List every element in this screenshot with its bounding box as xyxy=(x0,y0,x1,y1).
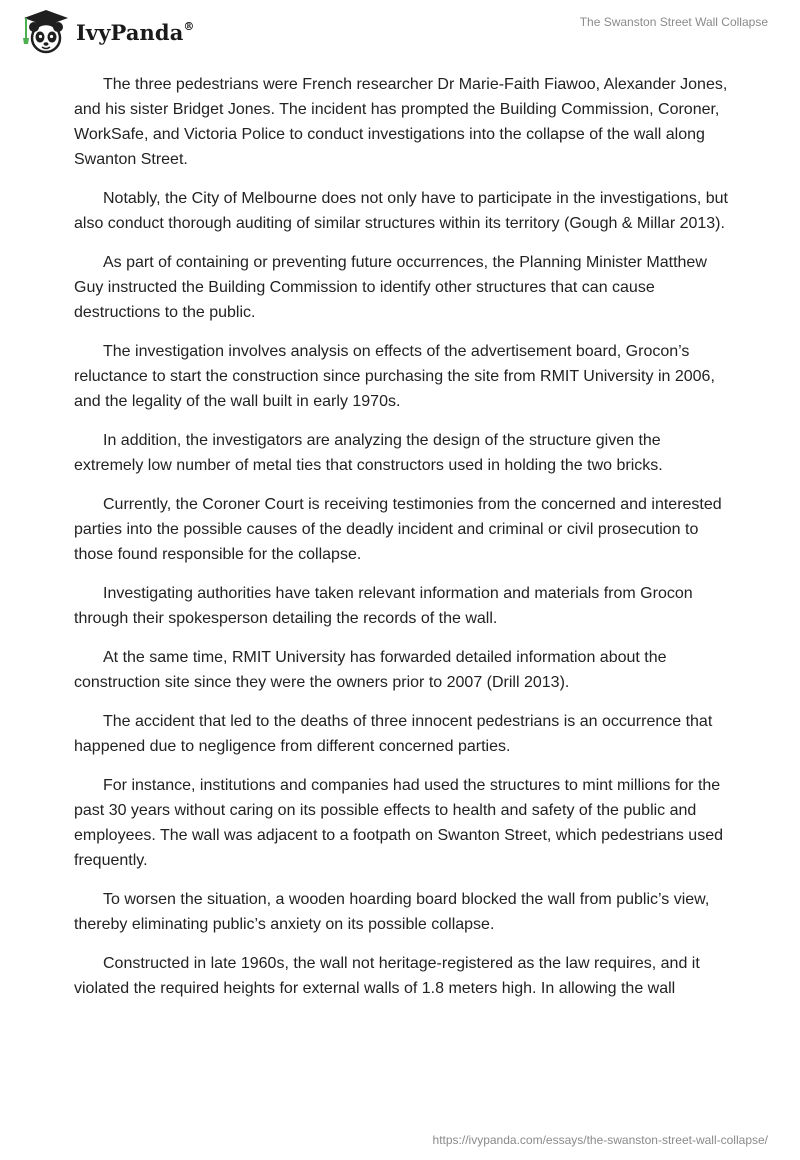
panda-graduate-icon xyxy=(14,8,74,54)
paragraph: Investigating authorities have taken relevant information and materials from Grocon through their spokesperson detailing the records of the wall. xyxy=(74,585,693,627)
paragraph: The investigation involves analysis on effects of the advertisement board, Grocon’s reluctance to start the construction since purchasing the site from RMIT University in 2006, and the legality of the wall built in early 1970s. xyxy=(74,343,715,410)
paragraph: At the same time, RMIT University has forwarded detailed information about the construction site since they were the owners prior to 2007 (Drill 2013). xyxy=(74,649,667,691)
paragraph: In addition, the investigators are analyzing the design of the structure given the extremely low number of metal ties that constructors used in holding the two bricks. xyxy=(74,432,663,474)
paragraph: For instance, institutions and companies had used the structures to mint millions for the past 30 years without caring on its possible effects to health and safety of the public and employees. The wall was adjacent to a footpath on Swanton Street, which pedestrians used frequently. xyxy=(74,777,723,869)
paragraph: As part of containing or preventing future occurrences, the Planning Minister Matthew Guy instructed the Building Commission to identify other structures that can cause destructions to the public. xyxy=(74,254,707,321)
registered-mark: ® xyxy=(183,19,195,33)
paragraph: Currently, the Coroner Court is receiving testimonies from the concerned and interested parties into the possible causes of the deadly incident and criminal or civil prosecution to those found responsible for the collapse. xyxy=(74,496,722,563)
page-header xyxy=(0,0,800,60)
paragraph: To worsen the situation, a wooden hoarding board blocked the wall from public’s view, thereby eliminating public’s anxiety on its possible collapse. xyxy=(74,891,710,933)
document-title: The Swanston Street Wall Collapse xyxy=(579,15,768,29)
paragraph: The accident that led to the deaths of three innocent pedestrians is an occurrence that happened due to negligence from different concerned parties. xyxy=(74,713,713,755)
paragraph: Constructed in late 1960s, the wall not heritage-registered as the law requires, and it violated the required heights for external walls of 1.8 meters high. In allowing the wall xyxy=(74,955,700,997)
brand-name: IvyPanda® xyxy=(76,19,195,45)
ivypanda-logo[interactable] xyxy=(14,8,195,54)
paragraph: The three pedestrians were French researcher Dr Marie-Faith Fiawoo, Alexander Jones, and his sister Bridget Jones. The incident has prompted the Building Commission, Coroner, WorkSafe, and Victoria Police to conduct investigations into the collapse of the wall along Swanton Street. xyxy=(74,76,728,168)
source-url[interactable]: https://ivypanda.com/essays/the-swanston-street-wall-collapse/ xyxy=(432,1133,768,1147)
essay-body xyxy=(74,72,734,1015)
paragraph: Notably, the City of Melbourne does not only have to participate in the investigations, but also conduct thorough auditing of similar structures within its territory (Gough & Millar 2013). xyxy=(74,190,728,232)
